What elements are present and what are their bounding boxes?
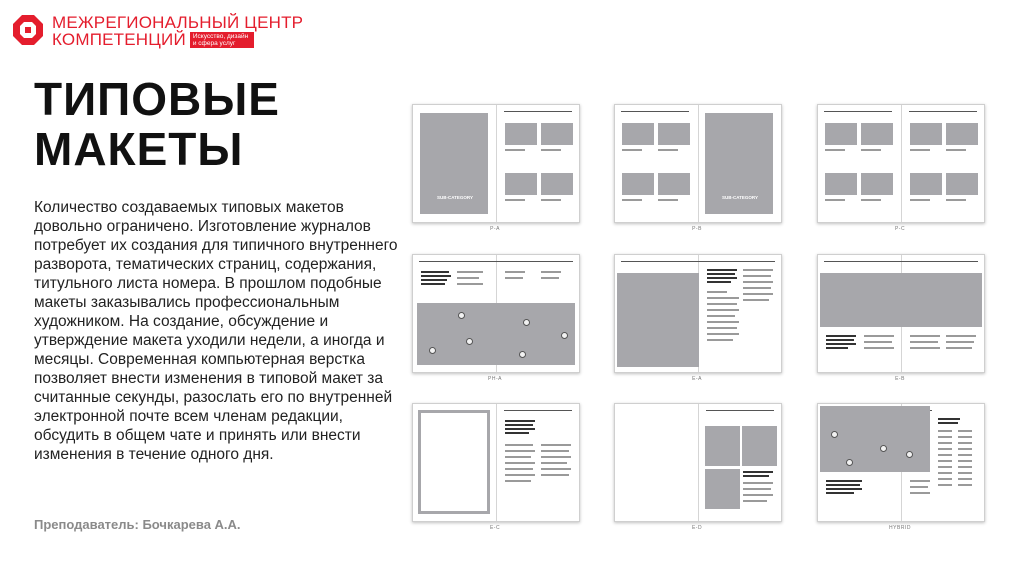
- layout-caption: E-A: [692, 376, 702, 382]
- layout-caption: E-C: [489, 525, 501, 531]
- layout-spread-hybrid: [817, 403, 985, 522]
- image-placeholder: [820, 273, 982, 327]
- layout-caption: E-B: [895, 376, 905, 382]
- layout-caption: HYBRID: [889, 525, 911, 531]
- layout-spread-e-a: [614, 254, 782, 373]
- logo-line-1: МЕЖРЕГИОНАЛЬНЫЙ ЦЕНТР: [52, 13, 304, 32]
- logo-line-2: КОМПЕТЕНЦИЙ: [52, 30, 186, 49]
- subcategory-label: SUB-CATEGORY: [437, 195, 473, 200]
- layout-spread-p-a: [412, 104, 580, 223]
- layout-spread-e-c: [412, 403, 580, 522]
- title-line-1: ТИПОВЫЕ: [34, 73, 280, 125]
- layout-spread-p-c: [817, 104, 985, 223]
- image-placeholder: [417, 303, 575, 365]
- image-placeholder: [705, 426, 740, 466]
- layout-spread-e-d: [614, 403, 782, 522]
- layout-caption: P-A: [490, 226, 500, 232]
- frame-placeholder: [418, 410, 490, 514]
- logo-text: [52, 14, 303, 48]
- image-placeholder: [742, 426, 777, 466]
- image-placeholder: [617, 273, 699, 367]
- logo: [12, 14, 303, 48]
- layout-caption: P-B: [692, 226, 702, 232]
- layout-caption: E-D: [691, 525, 703, 531]
- page-title: [34, 74, 280, 174]
- layout-caption: PH-A: [488, 376, 502, 382]
- layout-spread-ph-a: [412, 254, 580, 373]
- title-line-2: МАКЕТЫ: [34, 123, 244, 175]
- layout-caption: P-C: [894, 226, 906, 232]
- image-placeholder: [820, 406, 930, 472]
- logo-octagon-icon: [12, 14, 44, 46]
- logo-tagline: Искусство, дизайн и сфера услуг: [190, 32, 254, 48]
- image-placeholder: [705, 469, 740, 509]
- layout-spread-p-b: [614, 104, 782, 223]
- teacher-credit: Преподаватель: Бочкарева А.А.: [34, 517, 241, 532]
- subcategory-label: SUB-CATEGORY: [722, 195, 758, 200]
- layout-spread-e-b: [817, 254, 985, 373]
- body-text: Количество создаваемых типовых макетов довольно ограничено. Изготовление журналов потребует их создания для типичного внутреннего разворота, тематических страниц, содержания, титульного листа номера. В прошлом подобные макеты заказывались профессиональным художником. На создание, обсуждение и утверждение макета уходили недели, а иногда и месяцы. Современная компьютерная верстка позволяет внести изменения в типовой макет за считанные секунды, разослать его по внутренней электронной почте всем членам редакции, обсудить в общем чате и принять или внести изменения в течение одного дня.: [34, 199, 398, 463]
